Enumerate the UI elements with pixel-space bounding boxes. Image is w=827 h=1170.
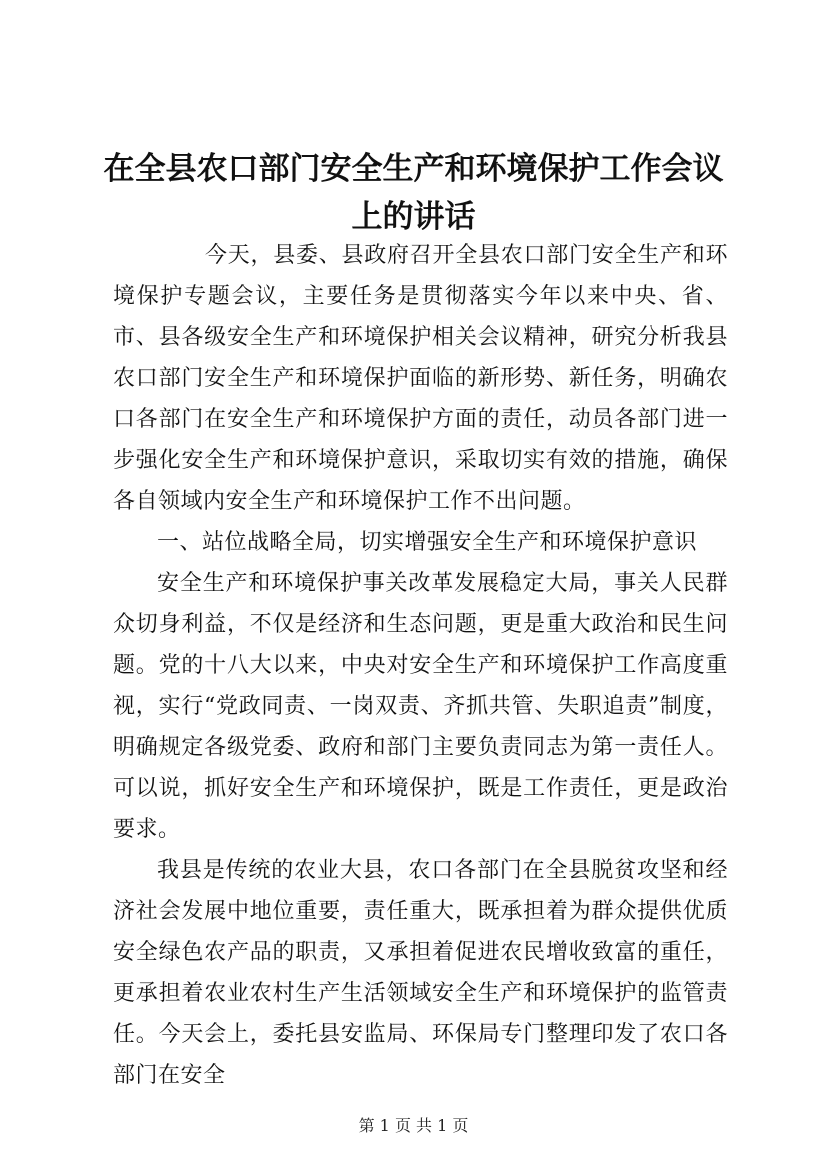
title-line-2: 上的讲话 [351, 199, 476, 235]
page-footer: 第 1 页 共 1 页 [358, 1116, 469, 1135]
paragraph-county-agriculture: 我县是传统的农业大县，农口各部门在全县脱贫攻坚和经济社会发展中地位重要，责任重大，既承担着为群众提供优质安全绿色农产品的职责，又承担着促进农民增收致富的重任，更承担着农业农村生产生活领域安全生产和环境保护的监管责任。今天会上，委托县安监局、环保局专门整理印发了农口各部门在安全 [113, 858, 728, 1088]
section-heading-1: 一、站位战略全局，切实增强安全生产和环境保护意识 [157, 530, 698, 555]
title-line-1: 在全县农口部门安全生产和环境保护工作会议 [103, 151, 724, 187]
paragraph-opening: 今天，县委、县政府召开全县农口部门安全生产和环境保护专题会议，主要任务是贯彻落实今年以来中央、省、市、县各级安全生产和环境保护相关会议精神，研究分析我县农口部门安全生产和环境保护面临的新形势、新任务，明确农口各部门在安全生产和环境保护方面的责任，动员各部门进一步强化安全生产和环境保护意识，采取切实有效的措施，确保各自领域内安全生产和环境保护工作不出问题。 [113, 243, 728, 514]
paragraph-safety-importance: 安全生产和环境保护事关改革发展稳定大局，事关人民群众切身利益，不仅是经济和生态问题，更是重大政治和民生问题。党的十八大以来，中央对安全生产和环境保护工作高度重视，实行“党政同责、一岗双责、齐抓共管、失职追责”制度，明确规定各级党委、政府和部门主要负责同志为第一责任人。可以说，抓好安全生产和环境保护，既是工作责任，更是政治要求。 [113, 571, 728, 842]
document-title [100, 145, 727, 241]
document-body [113, 235, 728, 1096]
